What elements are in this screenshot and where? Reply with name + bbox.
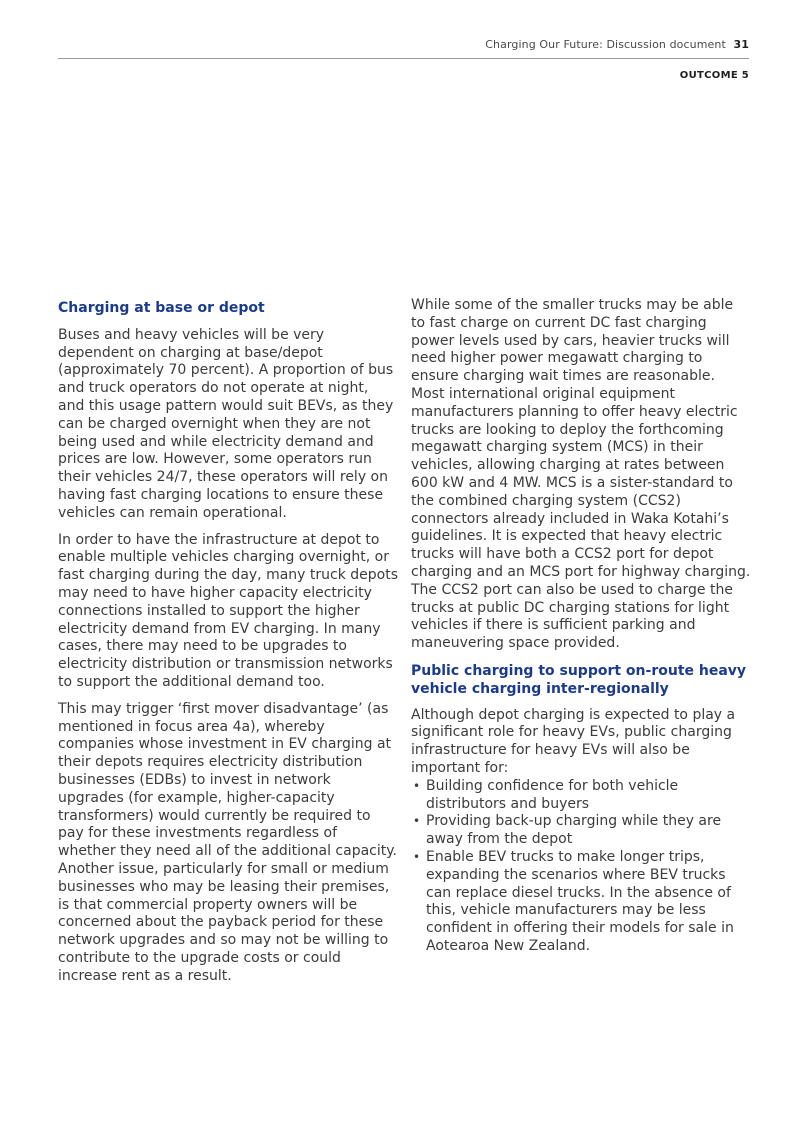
paragraph: This may trigger ‘first mover disadvantage’ (as mentioned in focus area 4a), whereby companies whose investment in EV charging at their depots requires electricity distribution businesses (EDBs) to invest in network upgrades (for example, higher-capacity transformers) would currently be required to pay for these investments regardless of whether they need all of the additional capacity. Another issue, particularly for small or medium businesses who may be leasing their premises, is that commercial property owners will be concerned about the payback period for these network upgrades and so may not be willing to contribute to the upgrade costs or could increase rent as a result.: [58, 700, 397, 984]
list-item: [411, 813, 751, 849]
paragraph: Although depot charging is expected to play a significant role for heavy EVs, public charging infrastructure for heavy EVs will also be important for:: [411, 706, 736, 776]
page-number: 31: [733, 38, 749, 51]
bullet-list: [411, 778, 751, 956]
bullet-marker: •: [413, 778, 421, 793]
left-column: [58, 297, 398, 985]
document-title: Charging Our Future: Discussion document: [485, 38, 726, 51]
paragraph: While some of the smaller trucks may be able to fast charge on current DC fast charging power levels used by cars, heavier trucks will need higher power megawatt charging to ensure charging wait times are reasonable. Most international original equipment manufacturers planning to offer heavy electric trucks are looking to deploy the forthcoming megawatt charging system (MCS) in their vehicles, allowing charging at rates between 600 kW and 4 MW. MCS is a sister-standard to the combined charging system (CCS2) connectors already included in Waka Kotahi’s guidelines. It is expected that heavy electric trucks will have both a CCS2 port for depot charging and an MCS port for highway charging. The CCS2 port can also be used to charge the trucks at public DC charging stations for light vehicles if there is sufficient parking and maneuvering space provided.: [411, 297, 751, 652]
public-charging-heading: Public charging to support on-route heavy vehicle charging inter-regionally: [411, 662, 747, 697]
list-item-text: Building confidence for both vehicle distributors and buyers: [426, 777, 679, 812]
list-item-text: Providing back-up charging while they are away from the depot: [426, 813, 722, 848]
running-header: [485, 38, 749, 51]
depot-charging-heading: Charging at base or depot: [58, 300, 265, 316]
paragraph: Buses and heavy vehicles will be very dependent on charging at base/depot (approximately 70 percent). A proportion of bus and truck operators do not operate at night, and this usage pattern would suit BEVs, as they can be charged overnight when they are not being used and while electricity demand and prices are low. However, some operators run their vehicles 24/7, these operators will rely on having fast charging locations to ensure these vehicles can remain operational.: [58, 326, 394, 521]
bullet-marker: •: [413, 814, 421, 829]
header-divider: [58, 58, 749, 59]
bullet-marker: •: [413, 849, 421, 864]
right-column: [411, 297, 751, 956]
paragraph: In order to have the infrastructure at depot to enable multiple vehicles charging overnight, or fast charging during the day, many truck depots may need to have higher capacity electricity connections installed to support the higher electricity demand from EV charging. In many cases, there may need to be upgrades to electricity distribution or transmission networks to support the additional demand too.: [58, 531, 399, 690]
list-item: [411, 849, 751, 956]
section-label: OUTCOME 5: [679, 70, 749, 81]
list-item: [411, 778, 751, 814]
list-item-text: Enable BEV trucks to make longer trips, expanding the scenarios where BEV trucks can replace diesel trucks. In the absence of this, vehicle manufacturers may be less confident in offering their models for sale in Aotearoa New Zealand.: [426, 848, 734, 954]
